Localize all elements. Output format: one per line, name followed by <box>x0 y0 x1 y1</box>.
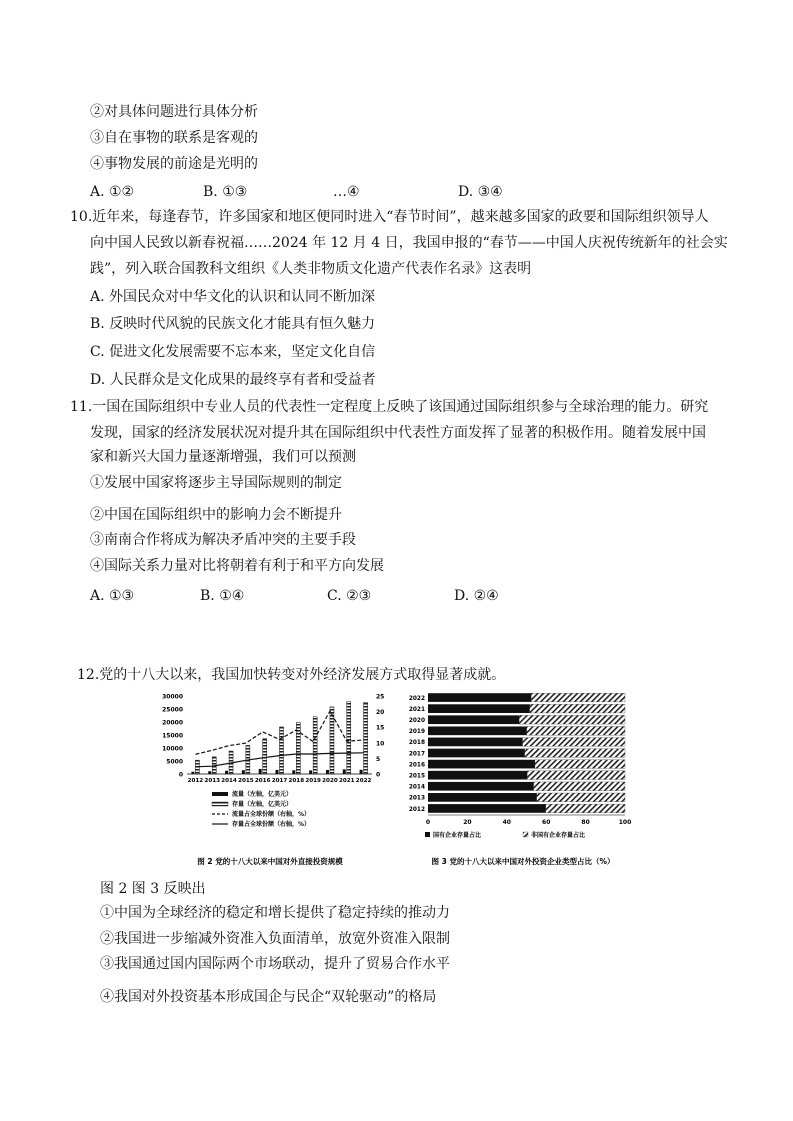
fig2-flow-bar <box>208 771 211 774</box>
fig2-legend-label: 流量（左轴，亿美元） <box>232 791 293 798</box>
q9-item-3: ③自在事物的联系是客观的 <box>90 130 258 146</box>
fig3-non-state-owned-bar <box>523 738 625 747</box>
q9-option-d: D. ③④ <box>458 184 503 200</box>
fig3-state-owned-bar <box>428 738 523 747</box>
q10-choice-b: B. 反映时代风貌的民族文化才能具有恒久魅力 <box>90 316 376 332</box>
q12-item-4: ④我国对外投资基本形成国企与民企“双轮驱动”的格局 <box>100 989 437 1005</box>
q9-option-b: B. ①③ <box>203 184 248 200</box>
q11-option-c: C. ②③ <box>327 588 372 604</box>
q10-stem-line-2: 向中国人民致以新春祝福……2024 年 12 月 4 日，我国申报的“春节——中国人庆祝传统新年的社会实 <box>90 235 728 251</box>
fig3-legend-non-state-swatch <box>523 832 528 837</box>
fig3-state-owned-bar <box>428 771 527 780</box>
fig3-y-tick-label: 2019 <box>408 729 425 736</box>
fig2-right-tick-label: 25 <box>376 693 385 701</box>
fig2-flow-bar <box>191 772 194 774</box>
q11-stem-line-2: 发现，国家的经济发展状况对提升其在国际组织中代表性方面发挥了显著的积极作用。随着发展中国 <box>90 425 706 441</box>
q11-option-b: B. ①④ <box>200 588 245 604</box>
fig3-non-state-owned-bar <box>519 715 625 724</box>
fig3-legend-label: 国有企业存量占比 <box>433 832 482 839</box>
q9-option-c: …④ <box>333 184 360 200</box>
fig2-x-tick-label: 2021 <box>338 778 355 784</box>
fig3-non-state-owned-bar <box>527 771 625 780</box>
fig2-stock-bar <box>280 727 284 774</box>
q11-item-2: ②中国在国际组织中的影响力会不断提升 <box>90 507 342 523</box>
fig2-left-tick-label: 0 <box>178 771 183 779</box>
fig3-state-owned-bar <box>428 704 530 713</box>
fig2-legend-stock-swatch <box>212 802 228 806</box>
q12-item-2: ②我国进一步缩减外资准入负面清单，放宽外资准入限制 <box>100 931 450 947</box>
fig2-x-tick-label: 2022 <box>355 778 372 784</box>
fig3-non-state-owned-bar <box>534 782 625 791</box>
fig2-left-tick-label: 30000 <box>162 693 183 701</box>
fig2-legend-label: 存量（左轴，亿美元） <box>232 801 293 808</box>
figure-3-title: 图 3 党的十八大以来中国对外投资企业类型占比（%） <box>431 857 615 866</box>
fig2-x-tick-label: 2020 <box>322 778 338 784</box>
fig2-legend-label: 存量占全球份额（右轴，%） <box>232 821 311 828</box>
fig3-state-owned-bar <box>428 760 535 769</box>
fig2-left-tick-label: 25000 <box>162 706 183 714</box>
fig2-flow-bar <box>343 769 346 774</box>
q11-option-a: A. ①③ <box>90 588 135 604</box>
q10-stem-line-1: 10.近年来，每逢春节，许多国家和地区便同时进入“春节时间”，越来越多国家的政要和国际组织领导人 <box>70 209 709 225</box>
fig2-right-tick-label: 5 <box>376 755 381 763</box>
fig3-x-tick-label: 100 <box>618 819 632 826</box>
fig2-x-tick-label: 2019 <box>305 778 321 784</box>
fig3-state-owned-bar <box>428 715 519 724</box>
fig2-left-tick-label: 15000 <box>162 732 183 740</box>
fig2-flow-bar <box>259 769 262 774</box>
fig3-non-state-owned-bar <box>531 693 625 702</box>
fig3-y-tick-label: 2016 <box>408 762 425 769</box>
fig3-state-owned-bar <box>428 782 534 791</box>
fig2-x-tick-label: 2015 <box>238 778 254 784</box>
q11-stem-line-3: 家和新兴大国力量逐渐增强，我们可以预测 <box>90 449 356 465</box>
fig2-left-tick-label: 10000 <box>162 745 183 753</box>
fig2-x-tick-label: 2013 <box>204 778 221 784</box>
fig3-y-tick-label: 2015 <box>408 773 425 780</box>
q11-item-1: ①发展中国家将逐步主导国际规则的制定 <box>90 475 342 491</box>
fig2-x-tick-label: 2016 <box>254 778 271 784</box>
fig2-stock-bar <box>263 739 267 774</box>
fig3-non-state-owned-bar <box>525 749 625 758</box>
fig2-left-tick-label: 20000 <box>162 719 183 727</box>
fig3-non-state-owned-bar <box>527 726 625 735</box>
fig2-x-tick-label: 2018 <box>288 778 305 784</box>
fig2-legend-flow-swatch <box>212 792 228 796</box>
fig2-left-tick-label: 5000 <box>166 758 183 766</box>
q9-item-2: ②对具体问题进行具体分析 <box>90 104 258 120</box>
fig2-legend-label: 流量占全球份额（右轴，%） <box>232 811 311 818</box>
fig3-x-tick-label: 20 <box>463 819 472 826</box>
q11-item-3: ③南南合作将成为解决矛盾冲突的主要手段 <box>90 532 356 548</box>
q12-item-3: ③我国通过国内国际两个市场联动，提升了贸易合作水平 <box>100 956 450 972</box>
fig3-y-tick-label: 2014 <box>408 784 425 791</box>
fig3-legend-label: 非国有企业存量占比 <box>531 832 586 839</box>
fig2-flow-bar <box>326 770 329 774</box>
fig2-right-tick-label: 10 <box>376 740 385 748</box>
q11-item-4: ④国际关系力量对比将朝着有利于和平方向发展 <box>90 558 384 574</box>
fig3-state-owned-bar <box>428 793 537 802</box>
fig3-y-tick-label: 2018 <box>408 740 425 747</box>
fig3-y-tick-label: 2021 <box>408 706 425 713</box>
fig3-non-state-owned-bar <box>537 793 625 802</box>
fig2-right-tick-label: 15 <box>376 724 385 732</box>
fig2-stock-bar <box>313 717 317 774</box>
fig2-stock-bar <box>347 702 351 774</box>
fig2-x-tick-label: 2014 <box>221 778 237 784</box>
fig3-non-state-owned-bar <box>530 704 625 713</box>
figure-3-chart <box>395 688 645 873</box>
fig2-flow-bar <box>292 770 295 774</box>
fig2-flow-bar <box>242 770 245 774</box>
q10-stem-line-3: 践”，列入联合国教科文组织《人类非物质文化遗产代表作名录》这表明 <box>90 261 532 277</box>
fig2-right-tick-label: 20 <box>376 709 385 717</box>
q10-choice-d: D. 人民群众是文化成果的最终享有者和受益者 <box>90 372 376 388</box>
fig3-state-owned-bar <box>428 749 525 758</box>
fig3-state-owned-bar <box>428 726 527 735</box>
q11-stem-line-1: 11.一国在国际组织中专业人员的代表性一定程度上反映了该国通过国际组织参与全球治理的能力。研究 <box>70 399 709 415</box>
q11-option-d: D. ②④ <box>454 588 499 604</box>
fig2-flow-bar <box>225 771 228 774</box>
fig2-x-tick-label: 2017 <box>271 778 288 784</box>
q10-choice-a: A. 外国民众对中华文化的认识和认同不断加深 <box>90 289 376 305</box>
q9-item-4: ④事物发展的前途是光明的 <box>90 156 258 172</box>
fig2-x-tick-label: 2012 <box>187 778 204 784</box>
fig3-y-tick-label: 2020 <box>408 718 425 725</box>
q12-item-1: ①中国为全球经济的稳定和增长提供了稳定持续的推动力 <box>100 905 450 921</box>
q9-option-a: A. ①② <box>90 184 135 200</box>
fig3-x-tick-label: 0 <box>425 819 431 826</box>
figure-2-chart <box>150 688 390 873</box>
fig3-x-tick-label: 60 <box>542 819 551 826</box>
fig3-legend-state-swatch <box>425 832 430 837</box>
fig3-state-owned-bar <box>428 804 546 813</box>
fig2-flow-bar <box>360 770 363 774</box>
q12-stem: 12.党的十八大以来，我国加快转变对外经济发展方式取得显著成就。 <box>77 667 506 683</box>
q10-choice-c: C. 促进文化发展需要不忘本来，坚定文化自信 <box>90 344 376 360</box>
fig3-y-tick-label: 2022 <box>408 695 425 702</box>
q12-intro: 图 2 图 3 反映出 <box>100 881 206 897</box>
fig2-stock-bar <box>364 702 368 774</box>
fig2-right-tick-label: 0 <box>376 771 381 779</box>
fig2-flow-bar <box>309 770 312 774</box>
fig3-x-tick-label: 40 <box>502 819 511 826</box>
fig3-y-tick-label: 2013 <box>408 795 425 802</box>
fig2-flow-bar <box>276 770 279 774</box>
fig3-x-tick-label: 80 <box>581 819 590 826</box>
fig3-y-tick-label: 2017 <box>408 751 425 758</box>
fig3-non-state-owned-bar <box>546 804 625 813</box>
fig3-state-owned-bar <box>428 693 531 702</box>
fig3-y-tick-label: 2012 <box>408 806 425 813</box>
figure-2-title: 图 2 党的十八大以来中国对外直接投资规模 <box>197 857 343 866</box>
fig3-non-state-owned-bar <box>535 760 625 769</box>
